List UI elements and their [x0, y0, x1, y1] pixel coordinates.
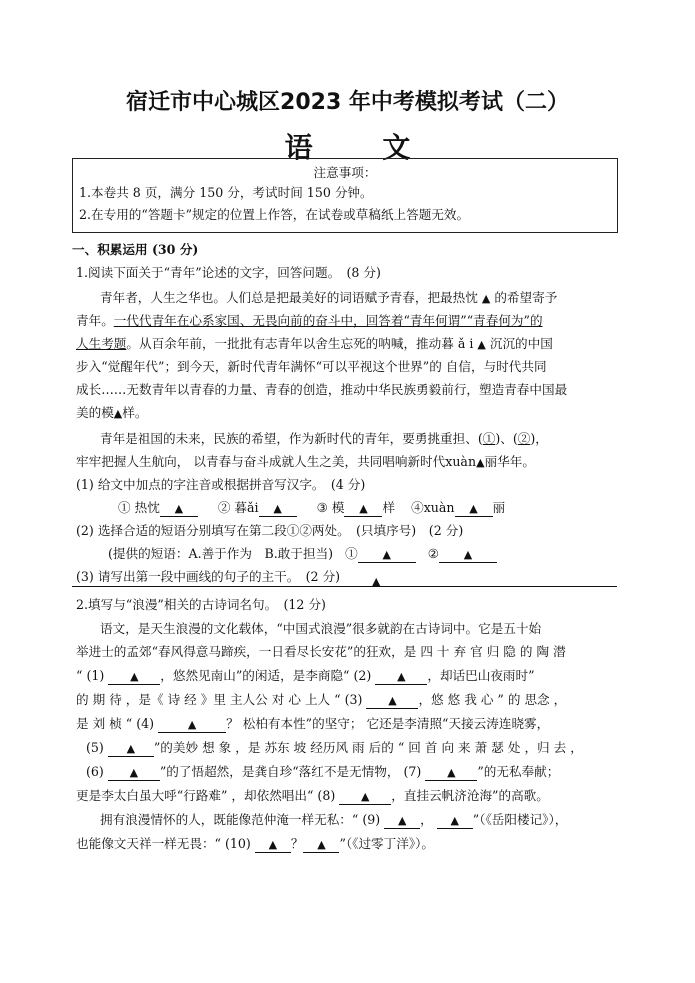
text-line: 的 期 待 ，是《 诗 经 》里 主人公 对 心 上人 “ (3) ▲ ，悠 悠 我 心 ” 的 思念 ，	[76, 692, 567, 707]
answer-blank[interactable]: ▲	[425, 765, 477, 781]
answer-blank[interactable]: ▲	[108, 765, 160, 781]
answer-blank[interactable]: ▲	[339, 789, 391, 805]
answer-blank[interactable]: ▲	[259, 501, 297, 517]
answer-blank[interactable]: ▲	[358, 547, 416, 563]
question-prompt: 2.填写与“浪漫”相关的古诗词名句。 (12 分)	[76, 597, 326, 612]
sub-question: (1) 给文中加点的字注音或根据拼音写汉字。 (4 分)	[76, 477, 366, 492]
text-line: 是 刘 桢 “ (4) ▲ ？ 松柏有本性”的坚守； 它还是李清照“天接云涛连晓雾，	[76, 716, 550, 731]
notice-box	[72, 158, 618, 233]
subject-title: 语 文	[284, 131, 441, 164]
answer-blank[interactable]: ▲	[439, 547, 497, 563]
section-heading: 一、积累运用 (30 分)	[72, 242, 199, 257]
notice-item: 1.本卷共 8 页，满分 150 分，考试时间 150 分钟。	[79, 185, 373, 200]
text-line: 拥有浪漫情怀的人，既能像范仲淹一样无私：“ (9) ▲ ， ▲ ”（《岳阳楼记》），	[100, 812, 568, 827]
text-line: 青年。一代代青年在心系家国、无畏向前的奋斗中，回答着“青年何谓”“青春何为”的	[76, 313, 543, 328]
answer-blank[interactable]: ▲	[108, 669, 160, 685]
question-prompt: 1.阅读下面关于“青年”论述的文字，回答问题。 (8 分)	[76, 265, 381, 280]
answer-blank[interactable]: ▲	[255, 837, 291, 853]
text-line: 青年者，人生之华也。人们总是把最美好的词语赋予青春，把最热忱 ▲ 的希望寄予	[100, 290, 558, 305]
answer-blank[interactable]: ▲	[455, 501, 493, 517]
answer-blank[interactable]: ▲	[437, 813, 473, 829]
answer-blank[interactable]: ▲	[158, 717, 226, 733]
answer-blank[interactable]: ▲	[108, 741, 154, 757]
answer-blank[interactable]: ▲	[344, 501, 382, 517]
page-title: 宿迁市中心城区2023 年中考模拟考试（二）	[126, 90, 569, 115]
answer-row: ① 热忱 ▲ ② 暮ǎi ▲ ③ 模 ▲ 样 ④xuàn ▲ 丽	[118, 500, 506, 515]
text-line: 牢牢把握人生航向， 以青春与奋斗成就人生之美，共同唱响新时代xuàn▲丽华年。	[76, 454, 535, 469]
answer-blank[interactable]: ▲	[384, 813, 420, 829]
answer-line[interactable]	[72, 586, 617, 587]
answer-blank[interactable]: ▲	[303, 837, 339, 853]
notice-item: 2.在专用的“答题卡”规定的位置上作答，在试卷或草稿纸上答题无效。	[79, 207, 470, 222]
underlined-sentence: 人生考题	[76, 336, 127, 351]
text-line: “ (1) ▲ ，悠然见南山”的闲适，是李商隐“ (2) ▲ ，却话巴山夜雨时”	[76, 668, 535, 683]
answer-row: (提供的短语：A.善于作为 B.敢于担当) ① ▲ ② ▲	[108, 546, 497, 563]
answer-blank[interactable]: ▲	[366, 693, 418, 709]
notice-heading: 注意事项：	[313, 165, 377, 180]
text-line: 成长……无数青年以青春的力量、青春的创造，推动中华民族勇毅前行，塑造青春中国最	[76, 382, 568, 397]
answer-marker: ▲	[113, 407, 123, 420]
answer-marker: ▲	[372, 575, 381, 588]
answer-marker: ▲	[481, 292, 491, 305]
text-line: 人生考题。从百余年前，一批批有志青年以舍生忘死的呐喊，推动暮 ǎ i ▲ 沉沉的中国	[76, 336, 553, 351]
text-line: (5) ▲ ”的美妙 想 象 ，是 苏东 坡 经历风 雨 后的 “ 回 首 向 来 萧 瑟 处 ，归 去 ，	[86, 740, 583, 755]
answer-marker: ▲	[476, 456, 485, 469]
answer-blank[interactable]: ▲	[160, 501, 198, 517]
answer-marker: ▲	[477, 338, 486, 351]
answer-blank[interactable]: ▲	[375, 669, 427, 685]
text-line: 也能像文天祥一样无畏：“ (10) ▲ ？ ▲ ”（《过零丁洋》）。	[76, 836, 435, 851]
underlined-sentence: 一代代青年在心系家国、无畏向前的奋斗中，回答着“青年何谓”“青春何为”的	[113, 313, 543, 328]
text-line: 美的模▲样。	[76, 405, 148, 420]
text-line: 步入“觉醒年代”；到今天，新时代青年满怀“可以平视这个世界”的 自信，与时代共同	[76, 359, 547, 374]
sub-question: (3) 请写出第一段中画线的句子的主干。 (2 分)	[76, 569, 341, 584]
sub-question: (2) 选择合适的短语分别填写在第二段①②两处。 (只填序号) (2 分)	[76, 523, 464, 538]
text-line: 更是李太白虽大呼“行路难” ，却依然唱出“ (8) ▲ ，直挂云帆济沧海”的高歌。	[76, 788, 549, 803]
text-line: 青年是祖国的未来，民族的希望，作为新时代的青年，要勇挑重担、(①)、(②)，	[100, 431, 548, 446]
text-line: 语文，是天生浪漫的文化载体，“中国式浪漫”很多就韵在古诗词中。它是五十始	[100, 621, 542, 636]
text-line: (6) ▲ ”的了悟超然，是龚自珍“落红不是无情物， (7) ▲ ”的无私奉献；	[86, 764, 560, 779]
text-line: 举进士的孟郊“春风得意马蹄疾，一日看尽长安花”的狂欢，是 四 十 弃 官 归 隐 的 陶 潜	[76, 644, 566, 659]
